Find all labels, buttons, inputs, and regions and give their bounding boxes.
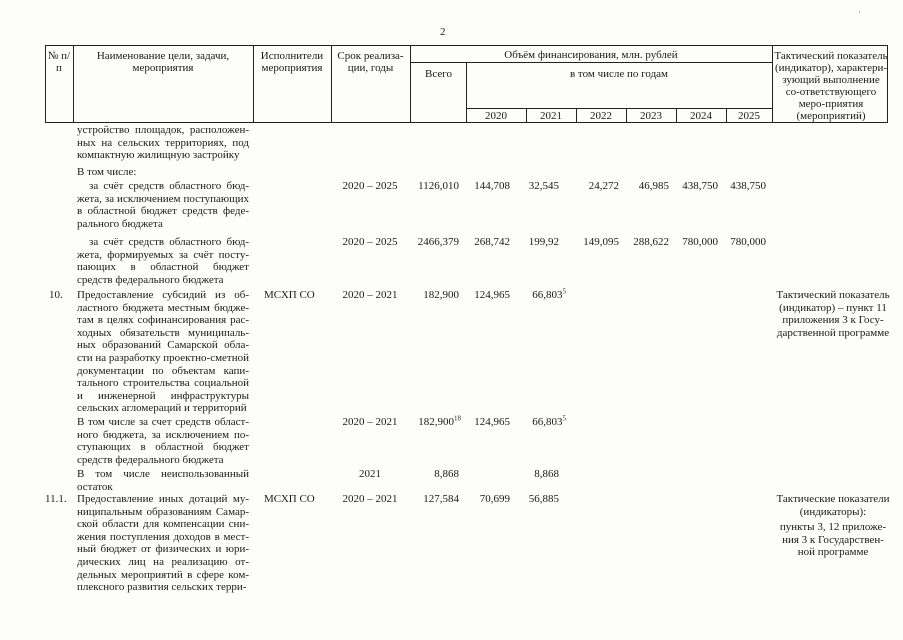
page-number: 2	[440, 26, 446, 38]
header-year-2023: 2023	[640, 110, 662, 122]
row-2024: 438,750	[682, 180, 718, 192]
header-total: Всего	[425, 68, 452, 80]
row-2021: 32,545	[528, 180, 559, 192]
row-name: за счёт средств областного бюд-жета, за исключением поступающих в областной бюджет средств феде-рального бюджета	[77, 180, 249, 230]
row-2022: 24,272	[588, 180, 619, 192]
header-year-2022: 2022	[590, 110, 612, 122]
header-term: Срок реализа-ции, годы	[337, 50, 404, 74]
row-number: 11.1.	[45, 493, 67, 505]
row-executor: МСХП СО	[264, 289, 315, 301]
footnote-mark: 5	[562, 414, 566, 423]
row-term: 2020 – 2021	[342, 493, 398, 505]
row-number: 10.	[49, 289, 63, 301]
row-2024: 780,000	[682, 236, 718, 248]
header-indicator: Тактический показатель (индикатор), характери-зующий выполнение со-ответствующего меро-приятия (мероприятий)	[774, 50, 888, 122]
value: 182,900	[418, 416, 454, 428]
grid-line	[772, 46, 773, 122]
row-2020: 144,708	[474, 180, 510, 192]
row-term: 2020 – 2021	[342, 416, 398, 428]
grid-line	[466, 108, 772, 109]
row-indicator: Тактический показатель (индикатор) – пункт 11 приложения 3 к Госу-дарственной программе	[776, 289, 890, 339]
row-indicator: Тактические показатели (индикаторы):	[776, 493, 890, 518]
continued-text: устройство площадок, расположен-ных на сельских территориях, под компактную жилищную застройку	[77, 124, 249, 162]
row-term: 2020 – 2025	[342, 180, 398, 192]
row-2020: 124,965	[474, 416, 510, 428]
row-2025: 438,750	[730, 180, 766, 192]
value: 66,803	[532, 289, 563, 301]
row-name: Предоставление субсидий из об-ластного бюджета местным бюдже-там в целях софинансирования рас-ходных обязательств муниципаль-ных образований Самарской обла-сти на разработку проектно-сметной документации по объектам капи-тального строительства социальной и инженерной инфраструктуры сельских агломераций и территорий	[77, 289, 249, 415]
row-2020: 268,742	[474, 236, 510, 248]
header-by-year: в том числе по годам	[569, 68, 669, 80]
header-funding: Объём финансирования, млн. рублей	[504, 49, 678, 61]
row-2023: 46,985	[638, 180, 669, 192]
header-year-2025: 2025	[738, 110, 760, 122]
value: 66,803	[532, 416, 563, 428]
row-total: 2466,379	[417, 236, 459, 248]
row-2023: 288,622	[633, 236, 669, 248]
row-2021: 8,868	[534, 468, 559, 480]
table-header	[45, 45, 888, 123]
grid-line	[253, 46, 254, 122]
footnote-mark: 18	[454, 414, 461, 423]
row-2020: 124,965	[474, 289, 510, 301]
row-name: Предоставление иных дотаций му-ниципальным образованиям Самар-ской области для компенсации сни-жения поступления доходов в мест-ный бюджет от физических и юри-дических лиц на реализацию от-дельных мероприятий в сфере ком-плексного развития сельских терри-	[77, 493, 249, 594]
row-total: 127,584	[423, 493, 459, 505]
row-term: 2020 – 2025	[342, 236, 398, 248]
row-term: 2020 – 2021	[342, 289, 398, 301]
header-num: № п/п	[47, 50, 71, 74]
row-2021: 199,92	[528, 236, 559, 248]
row-total: 1126,010	[418, 180, 459, 192]
row-2021	[510, 416, 566, 429]
row-indicator-detail: пункты 3, 12 приложе-ния 3 к Государствен-ной программе	[779, 521, 887, 559]
scan-speck: ˙	[858, 10, 861, 20]
row-total	[405, 416, 461, 429]
footnote-mark: 5	[562, 287, 566, 296]
row-name: за счёт средств областного бюд-жета, формируемых за счёт посту-пающих в областной бюджет средств федерального бюджета	[77, 236, 249, 286]
row-2021	[510, 289, 566, 302]
row-total: 182,900	[423, 289, 459, 301]
row-2022: 149,095	[583, 236, 619, 248]
header-executor: Исполнители мероприятия	[260, 50, 324, 74]
row-term: 2021	[359, 468, 381, 480]
row-2021: 56,885	[528, 493, 559, 505]
header-year-2021: 2021	[540, 110, 562, 122]
grid-line	[73, 46, 74, 122]
row-name: В том числе неиспользованный остаток	[77, 468, 249, 493]
grid-line	[331, 46, 332, 122]
header-year-2024: 2024	[690, 110, 712, 122]
row-2025: 780,000	[730, 236, 766, 248]
row-name: В том числе за счет средств област-ного бюджета, за исключением по-ступающих в областной бюджет средств федерального бюджета	[77, 416, 249, 466]
including-label: В том числе:	[77, 166, 137, 178]
header-name: Наименование цели, задачи, мероприятия	[96, 50, 230, 74]
grid-line	[410, 62, 772, 63]
row-total: 8,868	[434, 468, 459, 480]
row-executor: МСХП СО	[264, 493, 315, 505]
header-year-2020: 2020	[485, 110, 507, 122]
row-2020: 70,699	[479, 493, 510, 505]
